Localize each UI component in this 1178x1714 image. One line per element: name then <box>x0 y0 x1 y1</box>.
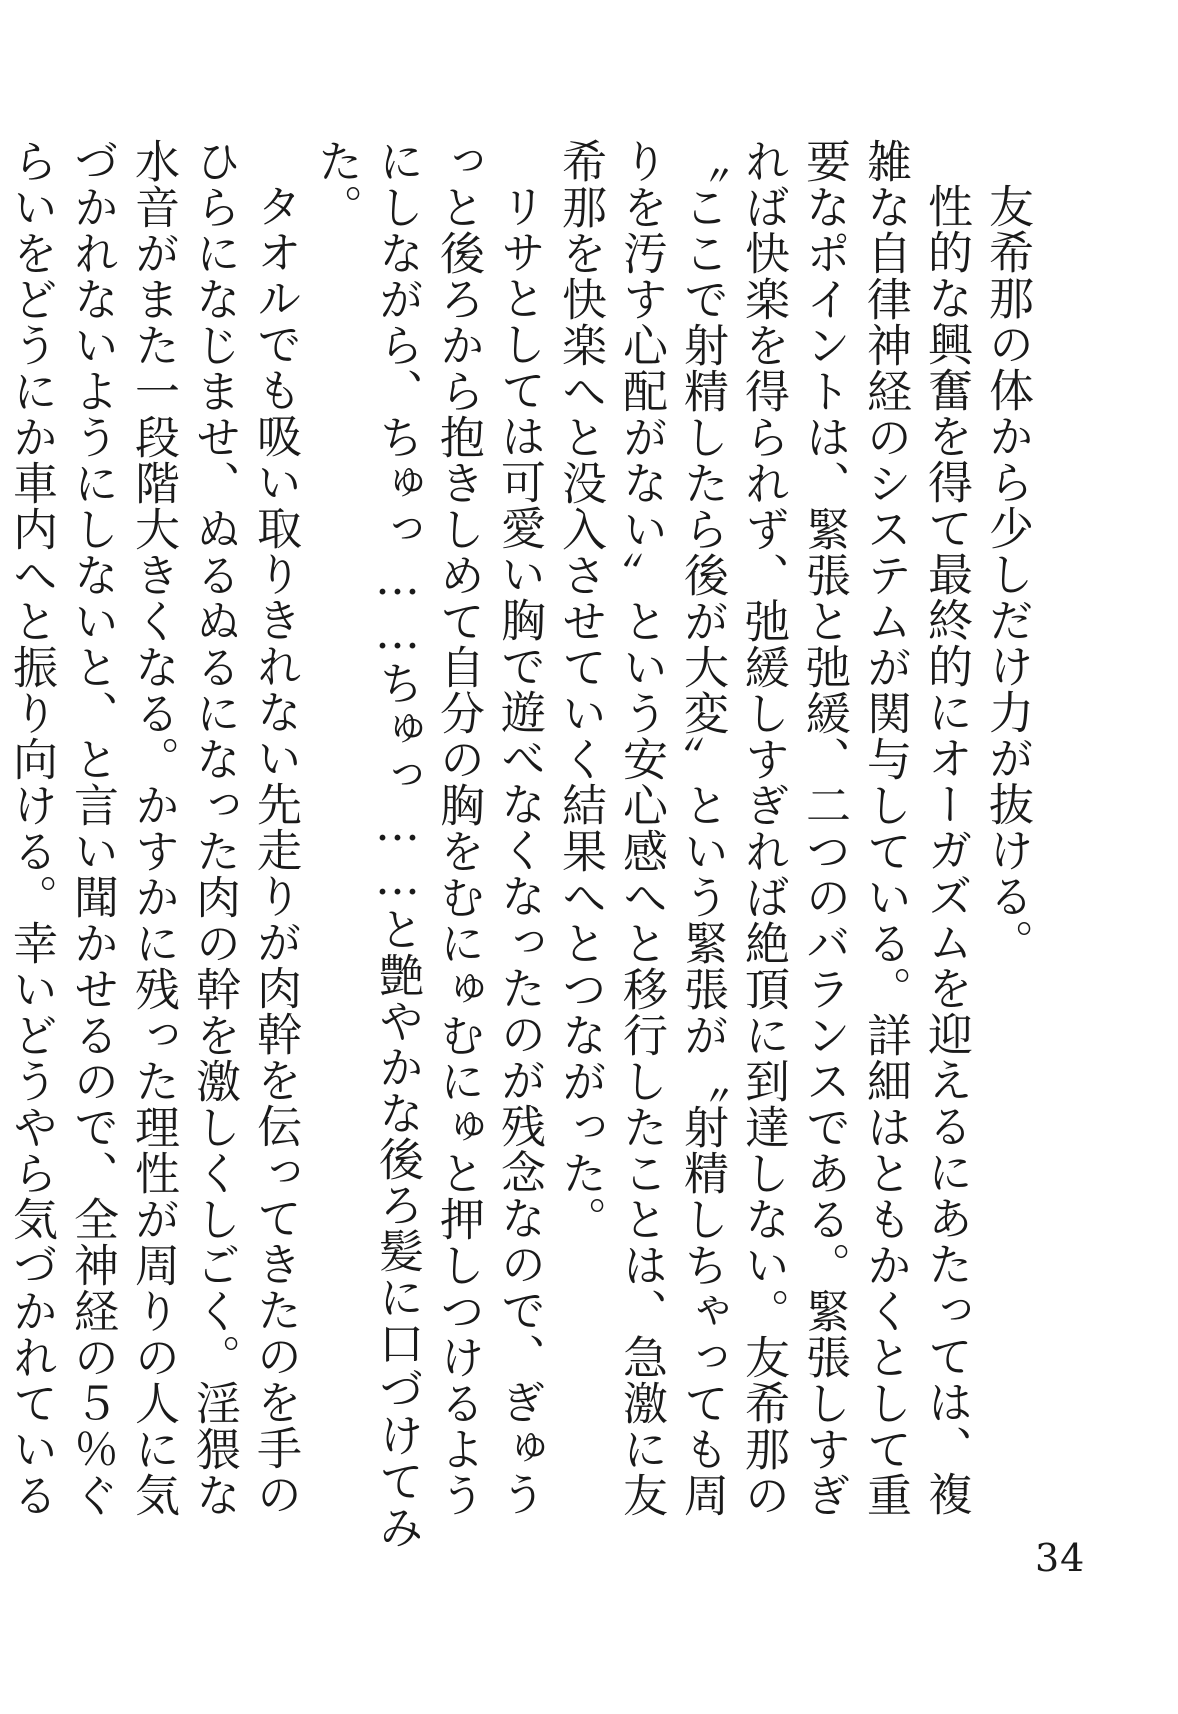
paragraph-1: 友希那の体から少しだけ力が抜ける。 <box>981 183 1034 965</box>
paragraph-4: タオルでも吸い取りきれない先走りが肉幹を伝ってきたのを手のひらになじませ、ぬるぬるになった肉の幹を激しくしごく。淫猥な水音がまた一段階大きくなる。かすかに残った理性が周りの人に気づかれないようにしないと、と言い聞かせるので、全神経の５％ぐらいをどうにか車内へと振り向ける。幸いどうやら気づかれている <box>5 138 302 1518</box>
paragraph-3: リサとしては可愛い胸で遊べなくなったのが残念なので、ぎゅうっと後ろから抱きしめて自分の胸をむにゅむにゅと押しつけるようにしながら、ちゅっ……ちゅっ……と艶やかな後ろ髪に口づけてみた。 <box>310 138 546 1550</box>
vertical-text-body <box>0 138 1038 1558</box>
paragraph-2: 性的な興奮を得て最終的にオーガズムを迎えるにあたっては、複雑な自律神経のシステムが関与している。詳細はともかくとして重要なポイントは、緊張と弛緩、二つのバランスである。緊張しすぎれば快楽を得られず、弛緩しすぎれば絶頂に到達しない。友希那の〝ここで射精したら後が大変〟という緊張が〝射精しちゃっても周りを汚す心配がない〟という安心感へと移行したことは、急激に友希那を快楽へと没入させていく結果へとつながった。 <box>554 138 973 1518</box>
page-number: 34 <box>1035 1536 1086 1580</box>
